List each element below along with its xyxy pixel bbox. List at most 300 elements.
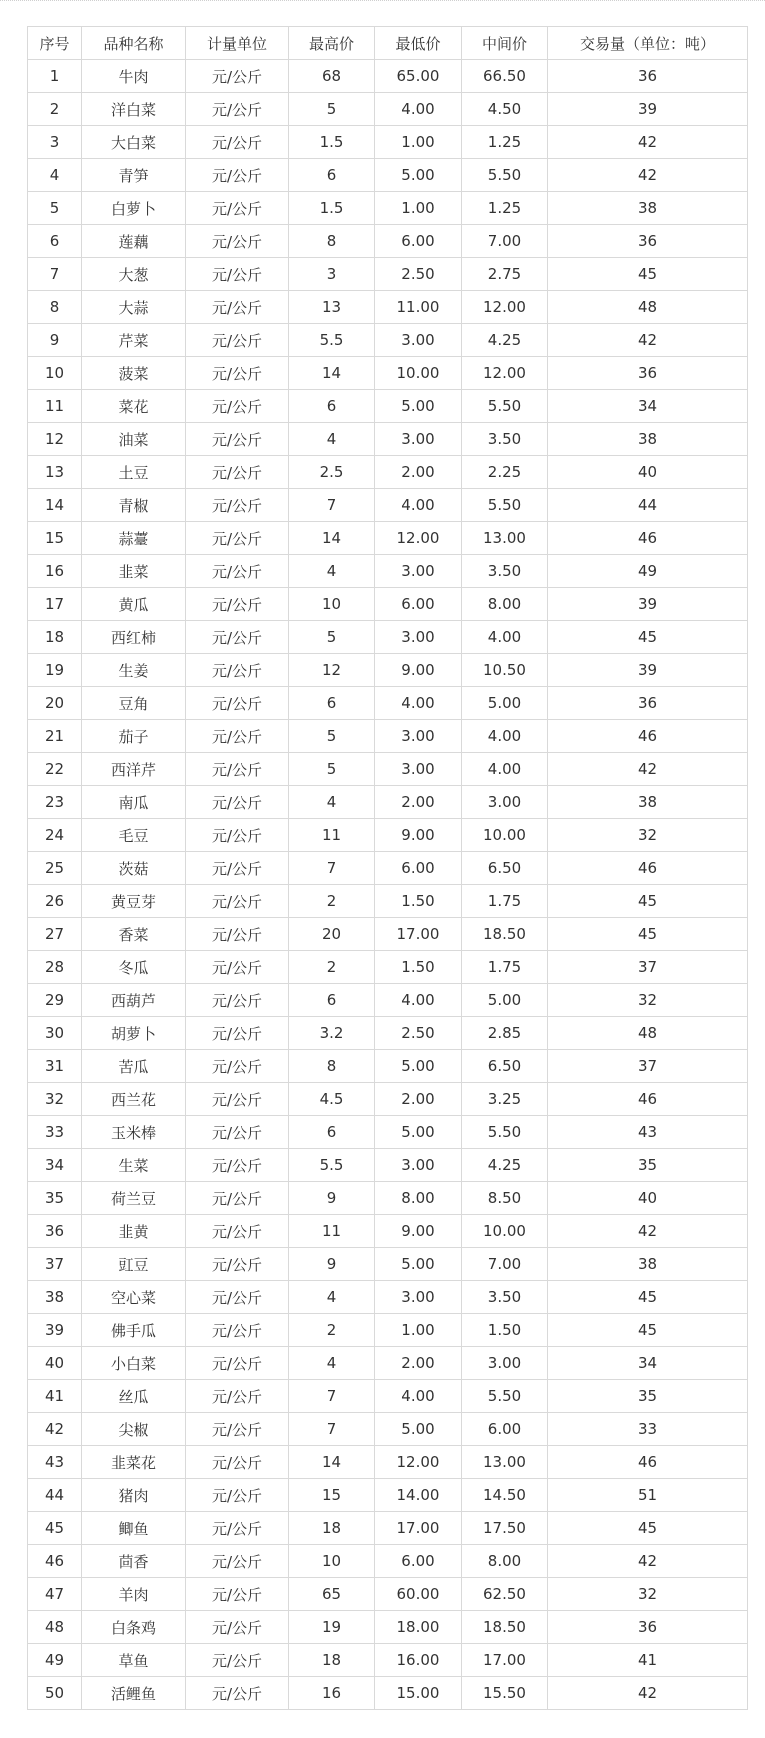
table-row — [28, 93, 748, 126]
cell-unit: 元/公斤 — [186, 951, 289, 984]
cell-middle-price: 1.50 — [462, 1314, 548, 1347]
cell-trade-volume: 32 — [548, 984, 748, 1017]
cell-trade-volume: 37 — [548, 1050, 748, 1083]
cell-index: 31 — [28, 1050, 82, 1083]
cell-unit: 元/公斤 — [186, 555, 289, 588]
cell-lowest-price: 17.00 — [375, 1512, 462, 1545]
cell-lowest-price: 60.00 — [375, 1578, 462, 1611]
cell-unit: 元/公斤 — [186, 1116, 289, 1149]
cell-lowest-price: 5.00 — [375, 159, 462, 192]
cell-highest-price: 9 — [289, 1182, 375, 1215]
cell-middle-price: 8.00 — [462, 1545, 548, 1578]
table-row — [28, 1578, 748, 1611]
cell-highest-price: 16 — [289, 1677, 375, 1710]
cell-middle-price: 10.50 — [462, 654, 548, 687]
cell-index: 5 — [28, 192, 82, 225]
cell-middle-price: 2.85 — [462, 1017, 548, 1050]
cell-unit: 元/公斤 — [186, 1083, 289, 1116]
cell-highest-price: 6 — [289, 159, 375, 192]
cell-lowest-price: 11.00 — [375, 291, 462, 324]
cell-unit: 元/公斤 — [186, 588, 289, 621]
cell-trade-volume: 46 — [548, 852, 748, 885]
cell-lowest-price: 5.00 — [375, 1413, 462, 1446]
cell-index: 48 — [28, 1611, 82, 1644]
cell-unit: 元/公斤 — [186, 1149, 289, 1182]
cell-trade-volume: 45 — [548, 885, 748, 918]
cell-variety-name: 空心菜 — [82, 1281, 186, 1314]
cell-trade-volume: 43 — [548, 1116, 748, 1149]
cell-variety-name: 毛豆 — [82, 819, 186, 852]
cell-variety-name: 丝瓜 — [82, 1380, 186, 1413]
cell-lowest-price: 1.00 — [375, 126, 462, 159]
cell-highest-price: 7 — [289, 1413, 375, 1446]
table-row — [28, 1182, 748, 1215]
cell-index: 44 — [28, 1479, 82, 1512]
cell-middle-price: 4.00 — [462, 720, 548, 753]
cell-lowest-price: 8.00 — [375, 1182, 462, 1215]
cell-index: 38 — [28, 1281, 82, 1314]
cell-lowest-price: 2.00 — [375, 786, 462, 819]
top-dotted-border — [0, 0, 765, 1]
cell-unit: 元/公斤 — [186, 1347, 289, 1380]
cell-lowest-price: 65.00 — [375, 60, 462, 93]
cell-variety-name: 茄子 — [82, 720, 186, 753]
table-body — [28, 60, 748, 1710]
cell-lowest-price: 6.00 — [375, 1545, 462, 1578]
cell-variety-name: 大葱 — [82, 258, 186, 291]
cell-variety-name: 豇豆 — [82, 1248, 186, 1281]
cell-highest-price: 2 — [289, 1314, 375, 1347]
cell-highest-price: 5.5 — [289, 324, 375, 357]
cell-index: 43 — [28, 1446, 82, 1479]
cell-trade-volume: 45 — [548, 1281, 748, 1314]
cell-trade-volume: 35 — [548, 1380, 748, 1413]
cell-middle-price: 1.75 — [462, 951, 548, 984]
table-row — [28, 126, 748, 159]
cell-variety-name: 南瓜 — [82, 786, 186, 819]
cell-middle-price: 4.25 — [462, 324, 548, 357]
cell-lowest-price: 4.00 — [375, 687, 462, 720]
cell-middle-price: 5.50 — [462, 1116, 548, 1149]
table-row — [28, 720, 748, 753]
cell-trade-volume: 46 — [548, 1083, 748, 1116]
cell-unit: 元/公斤 — [186, 918, 289, 951]
cell-index: 36 — [28, 1215, 82, 1248]
cell-variety-name: 黄瓜 — [82, 588, 186, 621]
cell-lowest-price: 1.50 — [375, 885, 462, 918]
table-row — [28, 489, 748, 522]
cell-index: 3 — [28, 126, 82, 159]
cell-middle-price: 7.00 — [462, 1248, 548, 1281]
cell-highest-price: 4 — [289, 423, 375, 456]
cell-variety-name: 豆角 — [82, 687, 186, 720]
cell-middle-price: 15.50 — [462, 1677, 548, 1710]
table-row — [28, 357, 748, 390]
table-row — [28, 918, 748, 951]
cell-highest-price: 4.5 — [289, 1083, 375, 1116]
cell-index: 11 — [28, 390, 82, 423]
cell-index: 2 — [28, 93, 82, 126]
cell-unit: 元/公斤 — [186, 390, 289, 423]
cell-index: 14 — [28, 489, 82, 522]
cell-middle-price: 5.00 — [462, 687, 548, 720]
cell-trade-volume: 38 — [548, 786, 748, 819]
cell-trade-volume: 36 — [548, 687, 748, 720]
cell-index: 46 — [28, 1545, 82, 1578]
cell-highest-price: 19 — [289, 1611, 375, 1644]
cell-middle-price: 1.75 — [462, 885, 548, 918]
cell-unit: 元/公斤 — [186, 753, 289, 786]
cell-middle-price: 2.75 — [462, 258, 548, 291]
cell-variety-name: 冬瓜 — [82, 951, 186, 984]
cell-variety-name: 莲藕 — [82, 225, 186, 258]
cell-variety-name: 猪肉 — [82, 1479, 186, 1512]
cell-variety-name: 菠菜 — [82, 357, 186, 390]
cell-trade-volume: 48 — [548, 291, 748, 324]
cell-trade-volume: 46 — [548, 720, 748, 753]
cell-unit: 元/公斤 — [186, 1479, 289, 1512]
cell-variety-name: 玉米棒 — [82, 1116, 186, 1149]
cell-middle-price: 5.50 — [462, 159, 548, 192]
cell-unit: 元/公斤 — [186, 1182, 289, 1215]
cell-middle-price: 13.00 — [462, 522, 548, 555]
cell-index: 28 — [28, 951, 82, 984]
cell-variety-name: 菜花 — [82, 390, 186, 423]
cell-highest-price: 7 — [289, 852, 375, 885]
cell-middle-price: 3.50 — [462, 555, 548, 588]
cell-middle-price: 6.00 — [462, 1413, 548, 1446]
cell-highest-price: 15 — [289, 1479, 375, 1512]
cell-trade-volume: 37 — [548, 951, 748, 984]
cell-middle-price: 4.25 — [462, 1149, 548, 1182]
cell-middle-price: 6.50 — [462, 1050, 548, 1083]
header-unit: 计量单位 — [186, 27, 289, 60]
table-row — [28, 588, 748, 621]
cell-variety-name: 小白菜 — [82, 1347, 186, 1380]
cell-middle-price: 14.50 — [462, 1479, 548, 1512]
cell-trade-volume: 51 — [548, 1479, 748, 1512]
cell-middle-price: 5.50 — [462, 489, 548, 522]
cell-unit: 元/公斤 — [186, 1380, 289, 1413]
cell-middle-price: 1.25 — [462, 192, 548, 225]
cell-unit: 元/公斤 — [186, 1611, 289, 1644]
cell-trade-volume: 42 — [548, 753, 748, 786]
cell-unit: 元/公斤 — [186, 819, 289, 852]
cell-trade-volume: 36 — [548, 1611, 748, 1644]
cell-trade-volume: 48 — [548, 1017, 748, 1050]
header-lowest-price: 最低价 — [375, 27, 462, 60]
cell-trade-volume: 38 — [548, 192, 748, 225]
cell-variety-name: 韭菜 — [82, 555, 186, 588]
cell-highest-price: 4 — [289, 786, 375, 819]
cell-index: 40 — [28, 1347, 82, 1380]
cell-lowest-price: 3.00 — [375, 555, 462, 588]
cell-index: 4 — [28, 159, 82, 192]
cell-index: 27 — [28, 918, 82, 951]
table-row — [28, 1017, 748, 1050]
cell-highest-price: 65 — [289, 1578, 375, 1611]
cell-middle-price: 4.00 — [462, 753, 548, 786]
cell-variety-name: 苦瓜 — [82, 1050, 186, 1083]
cell-trade-volume: 46 — [548, 522, 748, 555]
cell-index: 12 — [28, 423, 82, 456]
cell-variety-name: 韭菜花 — [82, 1446, 186, 1479]
cell-trade-volume: 36 — [548, 225, 748, 258]
cell-middle-price: 2.25 — [462, 456, 548, 489]
table-row — [28, 786, 748, 819]
cell-lowest-price: 17.00 — [375, 918, 462, 951]
cell-unit: 元/公斤 — [186, 192, 289, 225]
cell-lowest-price: 18.00 — [375, 1611, 462, 1644]
cell-index: 13 — [28, 456, 82, 489]
cell-highest-price: 7 — [289, 1380, 375, 1413]
cell-middle-price: 4.50 — [462, 93, 548, 126]
cell-trade-volume: 49 — [548, 555, 748, 588]
cell-lowest-price: 4.00 — [375, 1380, 462, 1413]
cell-highest-price: 2 — [289, 885, 375, 918]
table-row — [28, 1281, 748, 1314]
cell-middle-price: 10.00 — [462, 819, 548, 852]
cell-unit: 元/公斤 — [186, 654, 289, 687]
cell-index: 22 — [28, 753, 82, 786]
cell-highest-price: 6 — [289, 984, 375, 1017]
cell-trade-volume: 42 — [548, 324, 748, 357]
table-row — [28, 1446, 748, 1479]
cell-index: 16 — [28, 555, 82, 588]
cell-lowest-price: 16.00 — [375, 1644, 462, 1677]
cell-lowest-price: 9.00 — [375, 1215, 462, 1248]
cell-middle-price: 3.25 — [462, 1083, 548, 1116]
cell-index: 21 — [28, 720, 82, 753]
table-row — [28, 60, 748, 93]
cell-lowest-price: 5.00 — [375, 1116, 462, 1149]
cell-index: 25 — [28, 852, 82, 885]
cell-unit: 元/公斤 — [186, 489, 289, 522]
table-row — [28, 1611, 748, 1644]
cell-unit: 元/公斤 — [186, 1215, 289, 1248]
cell-middle-price: 18.50 — [462, 1611, 548, 1644]
cell-unit: 元/公斤 — [186, 522, 289, 555]
cell-middle-price: 5.00 — [462, 984, 548, 1017]
table-row — [28, 819, 748, 852]
cell-unit: 元/公斤 — [186, 1446, 289, 1479]
cell-variety-name: 西兰花 — [82, 1083, 186, 1116]
cell-index: 30 — [28, 1017, 82, 1050]
cell-trade-volume: 42 — [548, 1677, 748, 1710]
table-row — [28, 1644, 748, 1677]
cell-index: 32 — [28, 1083, 82, 1116]
cell-index: 1 — [28, 60, 82, 93]
cell-trade-volume: 42 — [548, 1215, 748, 1248]
cell-index: 34 — [28, 1149, 82, 1182]
cell-highest-price: 3.2 — [289, 1017, 375, 1050]
cell-unit: 元/公斤 — [186, 1578, 289, 1611]
cell-highest-price: 4 — [289, 555, 375, 588]
cell-highest-price: 8 — [289, 1050, 375, 1083]
table-row — [28, 192, 748, 225]
cell-lowest-price: 15.00 — [375, 1677, 462, 1710]
cell-middle-price: 8.00 — [462, 588, 548, 621]
cell-lowest-price: 5.00 — [375, 390, 462, 423]
cell-middle-price: 4.00 — [462, 621, 548, 654]
cell-highest-price: 4 — [289, 1347, 375, 1380]
table-row — [28, 1314, 748, 1347]
cell-index: 35 — [28, 1182, 82, 1215]
cell-unit: 元/公斤 — [186, 291, 289, 324]
cell-variety-name: 生菜 — [82, 1149, 186, 1182]
cell-highest-price: 6 — [289, 1116, 375, 1149]
cell-lowest-price: 2.00 — [375, 1347, 462, 1380]
table-row — [28, 1479, 748, 1512]
cell-unit: 元/公斤 — [186, 1248, 289, 1281]
cell-lowest-price: 4.00 — [375, 93, 462, 126]
cell-lowest-price: 1.00 — [375, 192, 462, 225]
cell-variety-name: 韭黄 — [82, 1215, 186, 1248]
cell-middle-price: 17.50 — [462, 1512, 548, 1545]
cell-highest-price: 1.5 — [289, 126, 375, 159]
cell-unit: 元/公斤 — [186, 1314, 289, 1347]
cell-highest-price: 3 — [289, 258, 375, 291]
table-row — [28, 984, 748, 1017]
cell-middle-price: 3.50 — [462, 1281, 548, 1314]
cell-lowest-price: 9.00 — [375, 819, 462, 852]
cell-index: 7 — [28, 258, 82, 291]
cell-lowest-price: 3.00 — [375, 720, 462, 753]
cell-unit: 元/公斤 — [186, 1677, 289, 1710]
cell-highest-price: 14 — [289, 357, 375, 390]
header-index: 序号 — [28, 27, 82, 60]
cell-middle-price: 12.00 — [462, 291, 548, 324]
cell-variety-name: 荷兰豆 — [82, 1182, 186, 1215]
table-row — [28, 1116, 748, 1149]
cell-highest-price: 6 — [289, 390, 375, 423]
cell-unit: 元/公斤 — [186, 126, 289, 159]
table-row — [28, 1248, 748, 1281]
cell-middle-price: 6.50 — [462, 852, 548, 885]
table-header — [28, 27, 748, 60]
cell-unit: 元/公斤 — [186, 60, 289, 93]
cell-index: 10 — [28, 357, 82, 390]
cell-lowest-price: 14.00 — [375, 1479, 462, 1512]
cell-highest-price: 10 — [289, 1545, 375, 1578]
cell-lowest-price: 6.00 — [375, 588, 462, 621]
cell-lowest-price: 12.00 — [375, 1446, 462, 1479]
cell-highest-price: 18 — [289, 1644, 375, 1677]
cell-index: 17 — [28, 588, 82, 621]
cell-middle-price: 5.50 — [462, 390, 548, 423]
cell-highest-price: 14 — [289, 1446, 375, 1479]
cell-variety-name: 尖椒 — [82, 1413, 186, 1446]
cell-index: 8 — [28, 291, 82, 324]
cell-lowest-price: 3.00 — [375, 1149, 462, 1182]
table-row — [28, 291, 748, 324]
cell-variety-name: 茴香 — [82, 1545, 186, 1578]
cell-trade-volume: 35 — [548, 1149, 748, 1182]
cell-trade-volume: 45 — [548, 621, 748, 654]
cell-variety-name: 油菜 — [82, 423, 186, 456]
cell-highest-price: 6 — [289, 687, 375, 720]
cell-middle-price: 13.00 — [462, 1446, 548, 1479]
table-row — [28, 654, 748, 687]
cell-trade-volume: 45 — [548, 918, 748, 951]
cell-middle-price: 5.50 — [462, 1380, 548, 1413]
cell-index: 42 — [28, 1413, 82, 1446]
cell-lowest-price: 5.00 — [375, 1248, 462, 1281]
cell-index: 19 — [28, 654, 82, 687]
cell-lowest-price: 4.00 — [375, 489, 462, 522]
cell-lowest-price: 6.00 — [375, 225, 462, 258]
cell-highest-price: 1.5 — [289, 192, 375, 225]
cell-unit: 元/公斤 — [186, 1545, 289, 1578]
table-row — [28, 159, 748, 192]
cell-unit: 元/公斤 — [186, 1281, 289, 1314]
cell-index: 49 — [28, 1644, 82, 1677]
cell-highest-price: 13 — [289, 291, 375, 324]
table-row — [28, 951, 748, 984]
cell-index: 45 — [28, 1512, 82, 1545]
cell-unit: 元/公斤 — [186, 885, 289, 918]
cell-variety-name: 黄豆芽 — [82, 885, 186, 918]
cell-index: 50 — [28, 1677, 82, 1710]
cell-lowest-price: 6.00 — [375, 852, 462, 885]
cell-unit: 元/公斤 — [186, 621, 289, 654]
cell-trade-volume: 32 — [548, 819, 748, 852]
cell-index: 23 — [28, 786, 82, 819]
cell-unit: 元/公斤 — [186, 456, 289, 489]
cell-variety-name: 胡萝卜 — [82, 1017, 186, 1050]
table-row — [28, 1347, 748, 1380]
table-row — [28, 1545, 748, 1578]
cell-index: 24 — [28, 819, 82, 852]
cell-variety-name: 蒜薹 — [82, 522, 186, 555]
header-trade-volume: 交易量（单位：吨） — [548, 27, 748, 60]
cell-highest-price: 8 — [289, 225, 375, 258]
cell-highest-price: 5 — [289, 753, 375, 786]
cell-trade-volume: 34 — [548, 390, 748, 423]
cell-trade-volume: 39 — [548, 588, 748, 621]
cell-middle-price: 7.00 — [462, 225, 548, 258]
cell-trade-volume: 32 — [548, 1578, 748, 1611]
cell-lowest-price: 3.00 — [375, 621, 462, 654]
cell-index: 6 — [28, 225, 82, 258]
cell-trade-volume: 36 — [548, 60, 748, 93]
table-row — [28, 522, 748, 555]
cell-highest-price: 18 — [289, 1512, 375, 1545]
cell-unit: 元/公斤 — [186, 324, 289, 357]
cell-index: 39 — [28, 1314, 82, 1347]
cell-middle-price: 18.50 — [462, 918, 548, 951]
cell-trade-volume: 34 — [548, 1347, 748, 1380]
cell-lowest-price: 2.00 — [375, 456, 462, 489]
cell-middle-price: 1.25 — [462, 126, 548, 159]
cell-index: 41 — [28, 1380, 82, 1413]
cell-index: 18 — [28, 621, 82, 654]
cell-unit: 元/公斤 — [186, 984, 289, 1017]
table-row — [28, 852, 748, 885]
cell-lowest-price: 3.00 — [375, 1281, 462, 1314]
cell-unit: 元/公斤 — [186, 1413, 289, 1446]
header-variety-name: 品种名称 — [82, 27, 186, 60]
cell-highest-price: 4 — [289, 1281, 375, 1314]
table-row — [28, 1215, 748, 1248]
cell-variety-name: 香菜 — [82, 918, 186, 951]
cell-middle-price: 3.00 — [462, 786, 548, 819]
cell-trade-volume: 40 — [548, 1182, 748, 1215]
cell-variety-name: 西红柿 — [82, 621, 186, 654]
cell-lowest-price: 2.50 — [375, 1017, 462, 1050]
cell-lowest-price: 3.00 — [375, 324, 462, 357]
cell-index: 29 — [28, 984, 82, 1017]
